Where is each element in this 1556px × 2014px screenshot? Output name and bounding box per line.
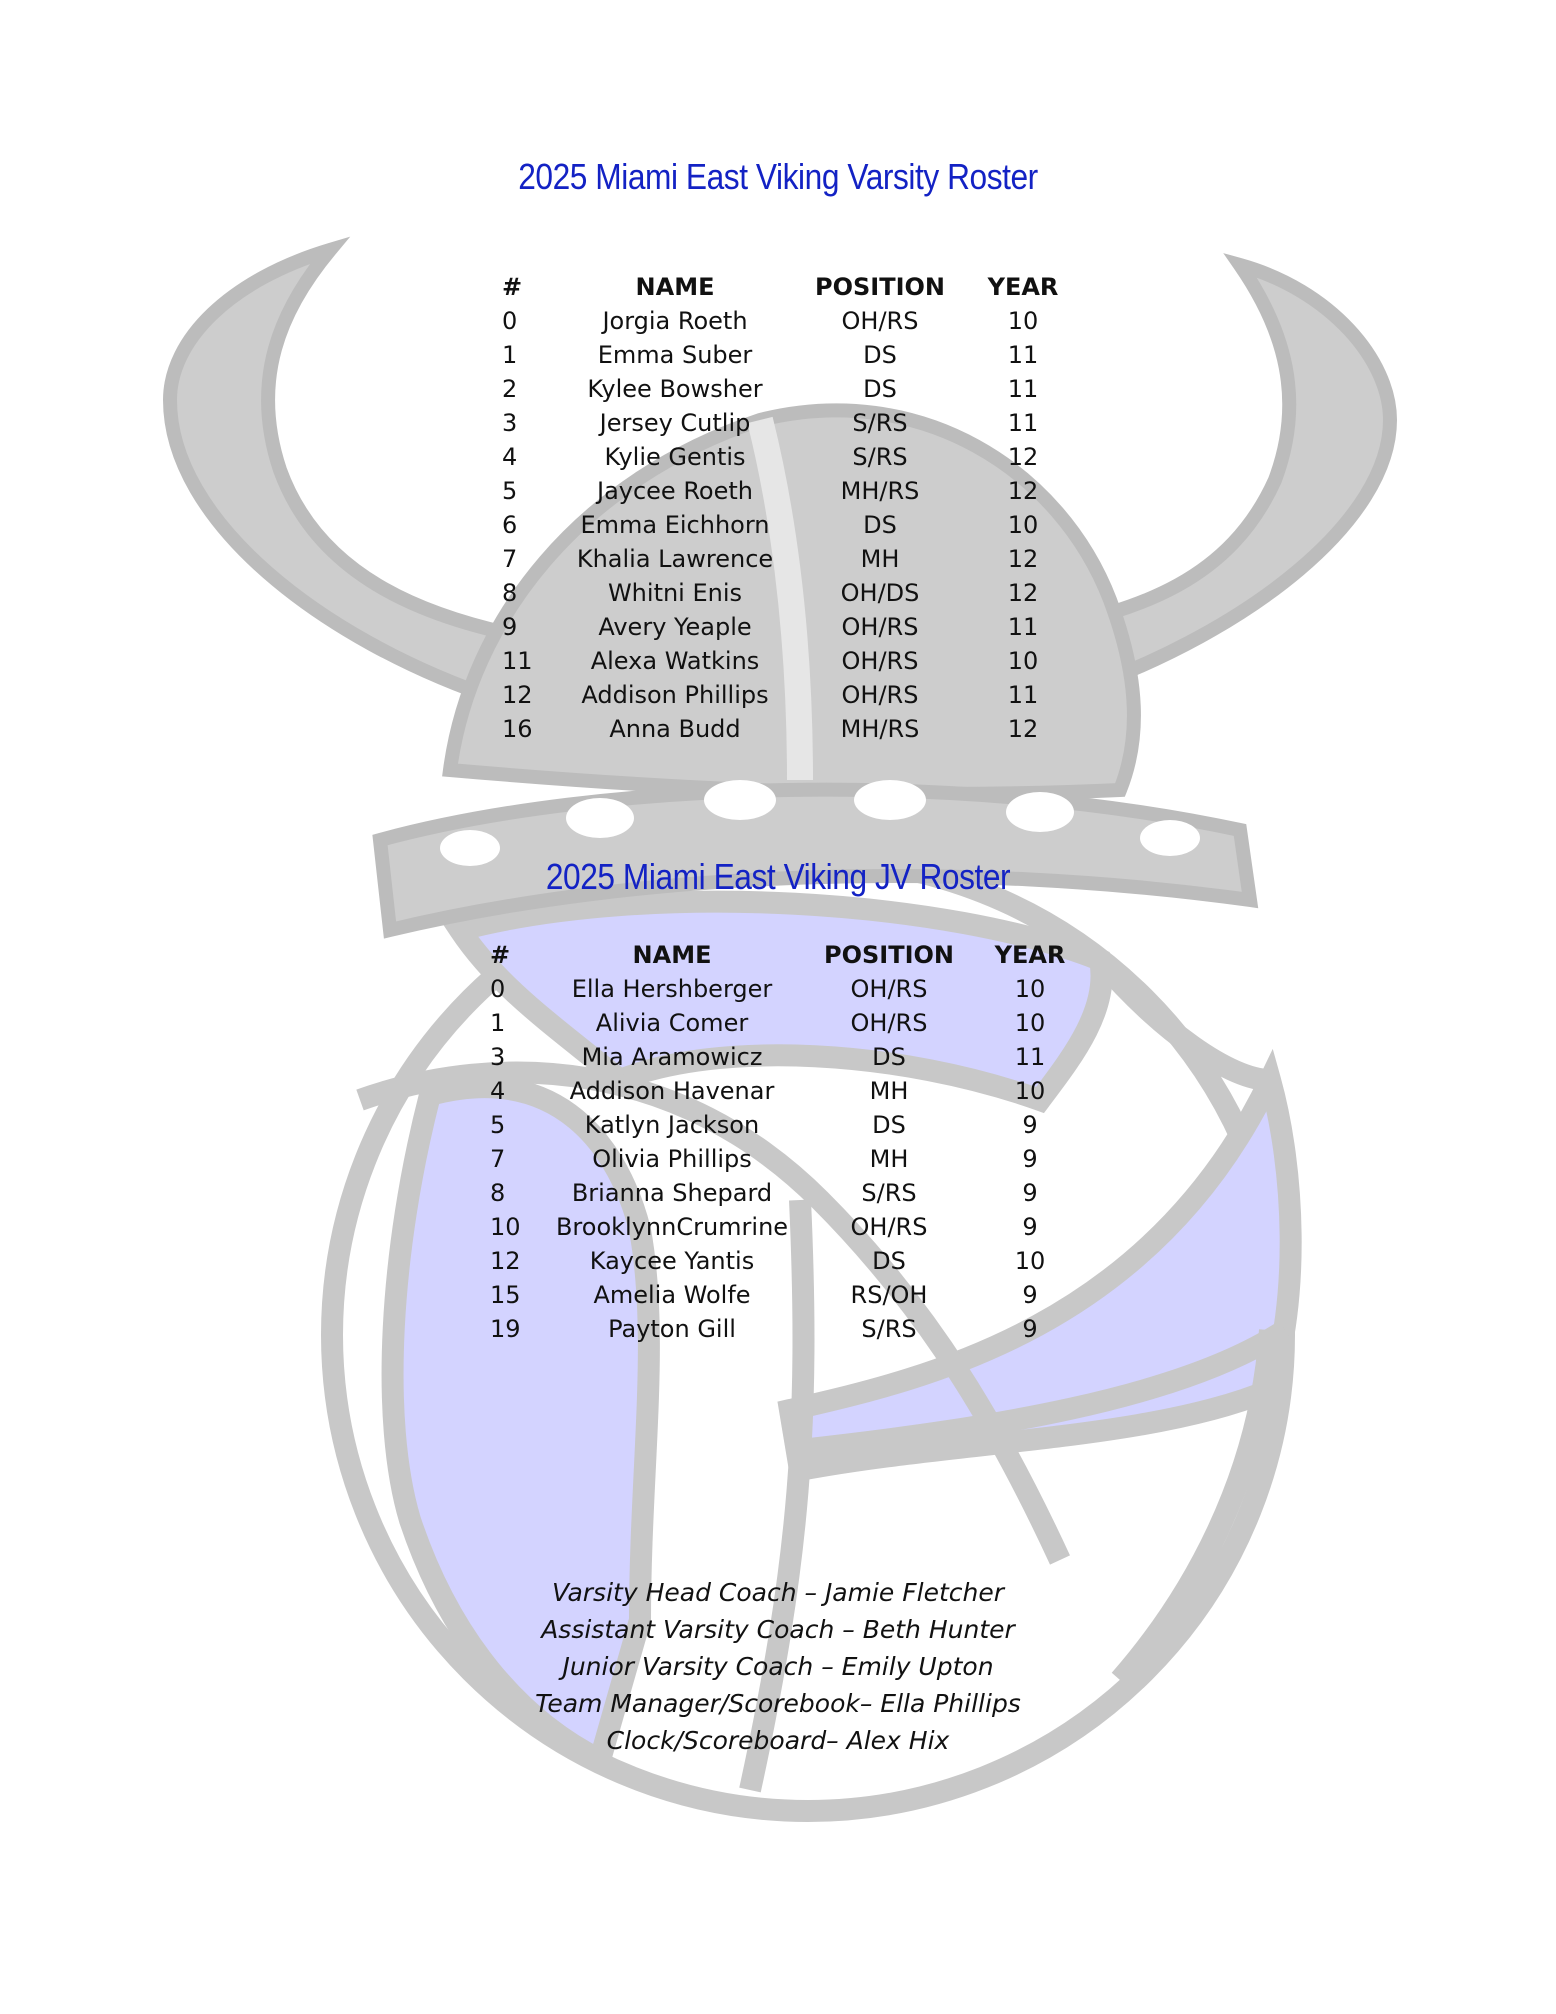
header-year: YEAR [994,941,1066,969]
player-year: 10 [1014,1009,1046,1037]
header-position: POSITION [824,941,954,969]
player-position: S/RS [861,1315,917,1343]
player-position: S/RS [852,409,908,437]
player-name: Amelia Wolfe [593,1281,751,1309]
player-position: S/RS [861,1179,917,1207]
table-row [476,1244,1088,1278]
table-row [476,1312,1088,1346]
header-number: # [502,273,523,301]
player-position: OH/RS [841,613,919,641]
table-row [476,1278,1088,1312]
player-year: 11 [1007,341,1039,369]
player-number: 5 [502,477,518,505]
table-row [488,440,1084,474]
table-row [476,1108,1088,1142]
table-row [476,1040,1088,1074]
coaching-staff [0,1574,1556,1759]
player-year: 12 [1007,443,1039,471]
player-number: 3 [502,409,518,437]
player-name: Avery Yeaple [598,613,752,641]
player-year: 10 [1007,307,1039,335]
player-number: 0 [490,975,506,1003]
player-position: DS [872,1111,906,1139]
player-number: 4 [490,1077,506,1105]
table-header-row [488,270,1084,304]
player-year: 9 [1022,1111,1038,1139]
table-row [488,474,1084,508]
player-year: 12 [1007,477,1039,505]
header-position: POSITION [815,273,945,301]
player-position: MH [869,1145,909,1173]
table-row [488,576,1084,610]
header-name: NAME [635,273,715,301]
player-number: 7 [502,545,518,573]
player-position: OH/RS [841,307,919,335]
table-header-row [476,938,1088,972]
player-name: Katlyn Jackson [584,1111,760,1139]
player-number: 1 [490,1009,506,1037]
player-name: Whitni Enis [607,579,743,607]
player-position: S/RS [852,443,908,471]
player-year: 11 [1007,375,1039,403]
player-name: Jaycee Roeth [596,477,753,505]
player-name: Alexa Watkins [590,647,760,675]
player-number: 12 [490,1247,521,1275]
player-position: DS [872,1043,906,1071]
player-year: 12 [1007,579,1039,607]
player-number: 8 [502,579,518,607]
jv-roster-table [476,938,1088,1346]
player-number: 5 [490,1111,506,1139]
player-year: 9 [1022,1179,1038,1207]
player-position: MH [869,1077,909,1105]
header-name: NAME [632,941,712,969]
player-position: DS [863,511,897,539]
player-number: 8 [490,1179,506,1207]
player-position: OH/DS [840,579,920,607]
table-row [476,1074,1088,1108]
player-year: 9 [1022,1315,1038,1343]
player-position: OH/RS [850,1009,928,1037]
coach-line: Varsity Head Coach – Jamie Fletcher [551,1578,1005,1607]
table-row [476,1176,1088,1210]
player-year: 12 [1007,715,1039,743]
player-number: 2 [502,375,518,403]
player-number: 3 [490,1043,506,1071]
player-position: MH [860,545,900,573]
table-row [488,304,1084,338]
player-name: Kaycee Yantis [589,1247,755,1275]
player-year: 9 [1022,1145,1038,1173]
player-year: 9 [1022,1281,1038,1309]
player-number: 11 [502,647,533,675]
player-number: 4 [502,443,518,471]
table-row [488,542,1084,576]
coach-line: Junior Varsity Coach – Emily Upton [562,1652,994,1681]
varsity-roster-table [488,270,1084,746]
player-name: Payton Gill [608,1315,736,1343]
player-number: 16 [502,715,533,743]
coach-line: Assistant Varsity Coach – Beth Hunter [541,1615,1015,1644]
player-name: Addison Phillips [581,681,769,709]
varsity-roster-title: 2025 Miami East Viking Varsity Roster [518,156,1038,197]
player-name: Olivia Phillips [592,1145,752,1173]
player-name: Brianna Shepard [571,1179,773,1207]
table-row [488,712,1084,746]
player-number: 6 [502,511,518,539]
table-row [488,508,1084,542]
player-year: 11 [1014,1043,1046,1071]
table-row [488,610,1084,644]
player-name: Khalia Lawrence [576,545,774,573]
player-name: Jorgia Roeth [602,307,748,335]
player-year: 11 [1007,681,1039,709]
player-number: 10 [490,1213,521,1241]
player-position: MH/RS [840,477,920,505]
player-number: 9 [502,613,518,641]
player-year: 12 [1007,545,1039,573]
table-row [488,406,1084,440]
player-name: Mia Aramowicz [581,1043,763,1071]
player-number: 15 [490,1281,521,1309]
player-position: DS [863,375,897,403]
header-year: YEAR [987,273,1059,301]
table-row [476,1142,1088,1176]
player-year: 10 [1007,647,1039,675]
player-name: Addison Havenar [569,1077,775,1105]
player-number: 1 [502,341,518,369]
player-name: Alivia Comer [595,1009,749,1037]
player-name: Emma Suber [597,341,753,369]
player-year: 10 [1014,975,1046,1003]
player-position: RS/OH [850,1281,928,1309]
table-row [488,372,1084,406]
player-name: Kylie Gentis [604,443,746,471]
player-number: 12 [502,681,533,709]
player-name: Jersey Cutlip [599,409,751,437]
player-position: OH/RS [850,1213,928,1241]
coach-line: Team Manager/Scorebook– Ella Phillips [535,1689,1021,1718]
player-year: 10 [1014,1077,1046,1105]
player-name: Kylee Bowsher [587,375,763,403]
table-row [488,338,1084,372]
player-year: 11 [1007,409,1039,437]
coach-line: Clock/Scoreboard– Alex Hix [606,1726,950,1755]
player-position: DS [872,1247,906,1275]
table-row [488,644,1084,678]
player-position: OH/RS [841,681,919,709]
table-row [476,972,1088,1006]
player-number: 19 [490,1315,521,1343]
player-position: OH/RS [841,647,919,675]
player-name: Emma Eichhorn [580,511,770,539]
table-row [476,1210,1088,1244]
player-year: 10 [1007,511,1039,539]
player-year: 11 [1007,613,1039,641]
player-name: BrooklynnCrumrine [555,1213,789,1241]
player-name: Anna Budd [609,715,741,743]
player-number: 0 [502,307,518,335]
table-row [476,1006,1088,1040]
player-position: OH/RS [850,975,928,1003]
player-name: Ella Hershberger [571,975,773,1003]
player-position: MH/RS [840,715,920,743]
header-number: # [490,941,511,969]
player-year: 10 [1014,1247,1046,1275]
player-number: 7 [490,1145,506,1173]
player-year: 9 [1022,1213,1038,1241]
jv-roster-title: 2025 Miami East Viking JV Roster [545,856,1011,897]
table-row [488,678,1084,712]
player-position: DS [863,341,897,369]
